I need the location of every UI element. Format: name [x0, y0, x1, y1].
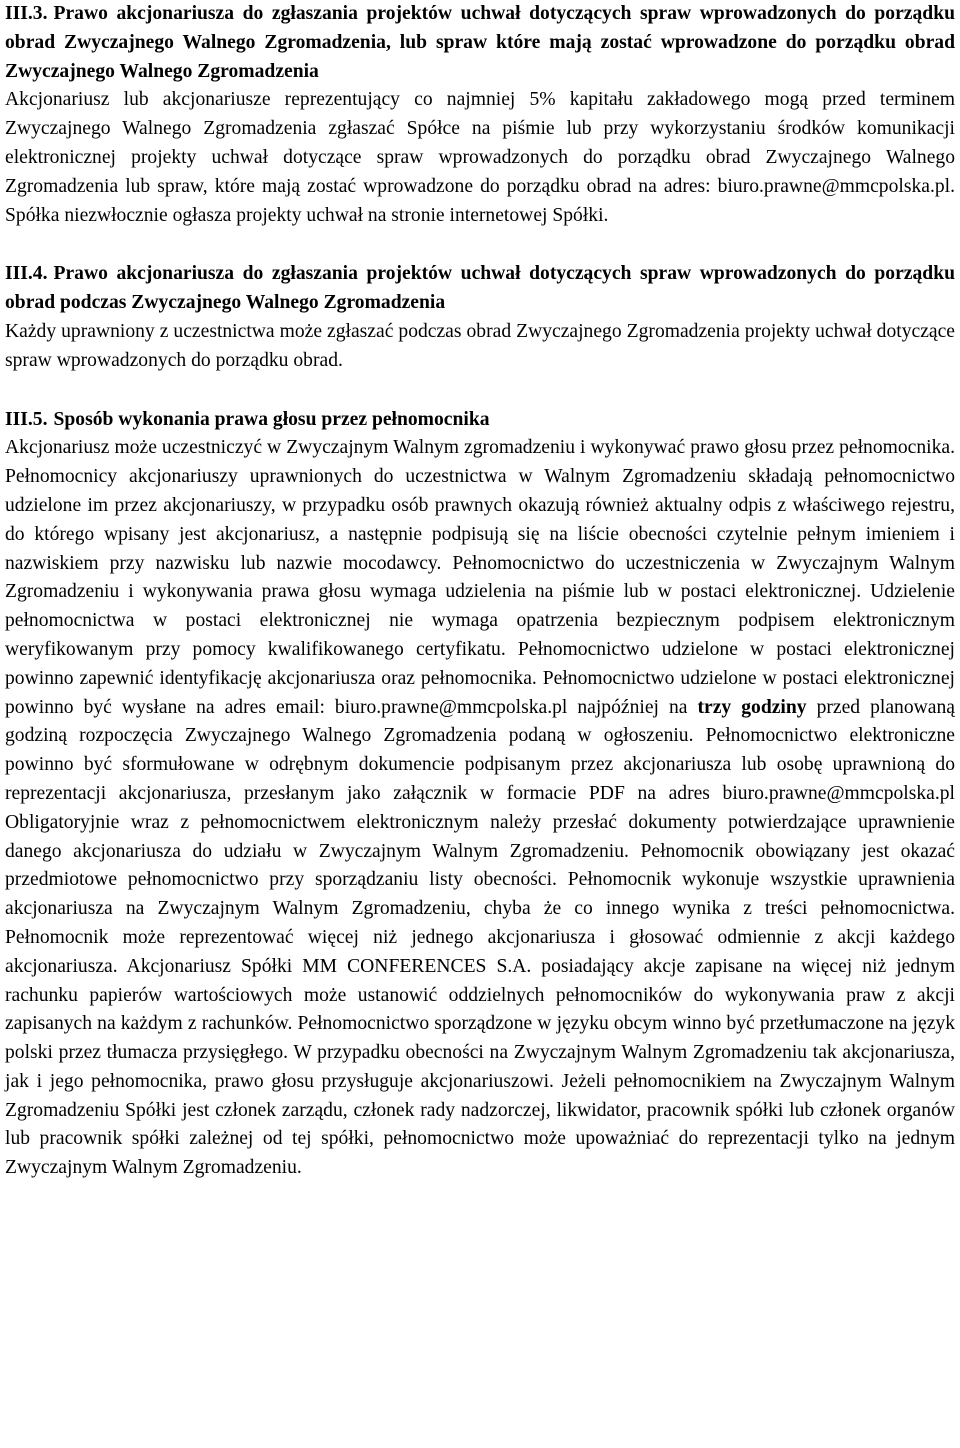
bold-deadline-text: trzy godziny	[697, 696, 807, 718]
section-iii-3	[5, 0, 955, 230]
section-body: Każdy uprawniony z uczestnictwa może zgłaszać podczas obrad Zwyczajnego Zgromadzenia projekty uchwał dotyczące spraw wprowadzonych do porządku obrad.	[5, 320, 955, 371]
section-number: III.3.	[5, 3, 48, 24]
section-body	[5, 434, 955, 1183]
section-heading	[5, 0, 955, 86]
section-iii-5	[5, 406, 955, 1184]
section-number: III.4.	[5, 263, 48, 285]
section-heading	[5, 406, 955, 435]
section-heading	[5, 260, 955, 318]
section-number: III.5.	[5, 408, 48, 430]
body-text-after: przed planowaną godziną rozpoczęcia Zwyczajnego Walnego Zgromadzenia podaną w ogłoszeniu. Pełnomocnictwo elektroniczne powinno być sformułowane w odrębnym dokumencie podpisanym przez akcjonariusza lub osobę uprawnioną do reprezentacji akcjonariusza, przesłanym jako załącznik w formacie PDF na adres biuro.prawne@mmcpolska.pl Obligatoryjnie wraz z pełnomocnictwem elektronicznym należy przesłać dokumenty potwierdzające uprawnienie danego akcjonariusza do udziału w Zwyczajnym Walnym Zgromadzeniu. Pełnomocnik obowiązany jest okazać przedmiotowe pełnomocnictwo przy sporządzaniu listy obecności. Pełnomocnik wykonuje wszystkie uprawnienia akcjonariusza na Zwyczajnym Walnym Zgromadzeniu, chyba że co innego wynika z treści pełnomocnictwa. Pełnomocnik może reprezentować więcej niż jednego akcjonariusza i głosować odmiennie z akcji każdego akcjonariusza. Akcjonariusz Spółki MM CONFERENCES S.A. posiadający akcje zapisane na więcej niż jednym rachunku papierów wartościowych może ustanowić oddzielnych pełnomocników do wykonywania praw z akcji zapisanych na każdym z rachunków. Pełnomocnictwo sporządzone w języku obcym winno być przetłumaczone na język polski przez tłumacza przysięgłego. W przypadku obecności na Zwyczajnym Walnym Zgromadzeniu tak akcjonariusza, jak i jego pełnomocnika, prawo głosu przysługuje akcjonariuszowi. Jeżeli pełnomocnikiem na Zwyczajnym Walnym Zgromadzeniu Spółki jest członek zarządu, członek rady nadzorczej, likwidator, pracownik spółki lub członek organów lub pracownik spółki zależnej od tej spółki, pełnomocnictwo może upoważniać do reprezentacji tylko na jednym Zwyczajnym Walnym Zgromadzeniu.	[5, 696, 955, 1179]
section-title: Prawo akcjonariusza do zgłaszania projektów uchwał dotyczących spraw wprowadzonych do porządku obrad Zwyczajnego Walnego Zgromadzenia, lub spraw które mają zostać wprowadzone do porządku obrad Zwyczajnego Walnego Zgromadzenia	[5, 3, 955, 82]
body-text-before: Akcjonariusz może uczestniczyć w Zwyczajnym Walnym zgromadzeniu i wykonywać prawo głosu przez pełnomocnika. Pełnomocnicy akcjonariuszy uprawnionych do uczestnictwa w Walnym Zgromadzeniu składają pełnomocnictwo udzielone im przez akcjonariuszy, w przypadku osób prawnych okazują również aktualny odpis z właściwego rejestru, do którego wpisany jest akcjonariusz, a następnie podpisują się na liście obecności czytelnie pełnym imieniem i nazwiskiem przy nazwisku lub nazwie mocodawcy. Pełnomocnictwo do uczestniczenia w Zwyczajnym Walnym Zgromadzeniu i wykonywania prawa głosu wymaga udzielenia na piśmie lub w postaci elektronicznej. Udzielenie pełnomocnictwa w postaci elektronicznej nie wymaga opatrzenia bezpiecznym podpisem elektronicznym weryfikowanym przy pomocy kwalifikowanego certyfikatu. Pełnomocnictwo udzielone w postaci elektronicznej powinno zapewnić identyfikację akcjonariusza oraz pełnomocnika. Pełnomocnictwo udzielone w postaci elektronicznej powinno być wysłane na adres email: biuro.prawne@mmcpolska.pl najpóźniej na	[5, 437, 955, 718]
section-title: Sposób wykonania prawa głosu przez pełnomocnika	[53, 408, 490, 430]
section-iii-4	[5, 260, 955, 375]
document-page	[5, 0, 955, 1183]
section-title: Prawo akcjonariusza do zgłaszania projektów uchwał dotyczących spraw wprowadzonych do porządku obrad podczas Zwyczajnego Walnego Zgromadzenia	[5, 263, 955, 314]
section-body: Akcjonariusz lub akcjonariusze reprezentujący co najmniej 5% kapitału zakładowego mogą przed terminem Zwyczajnego Walnego Zgromadzenia zgłaszać Spółce na piśmie lub przy wykorzystaniu środków komunikacji elektronicznej projekty uchwał dotyczące spraw wprowadzonych do porządku obrad Zwyczajnego Walnego Zgromadzenia lub spraw, które mają zostać wprowadzone do porządku obrad na adres: biuro.prawne@mmcpolska.pl. Spółka niezwłocznie ogłasza projekty uchwał na stronie internetowej Spółki.	[5, 89, 955, 226]
